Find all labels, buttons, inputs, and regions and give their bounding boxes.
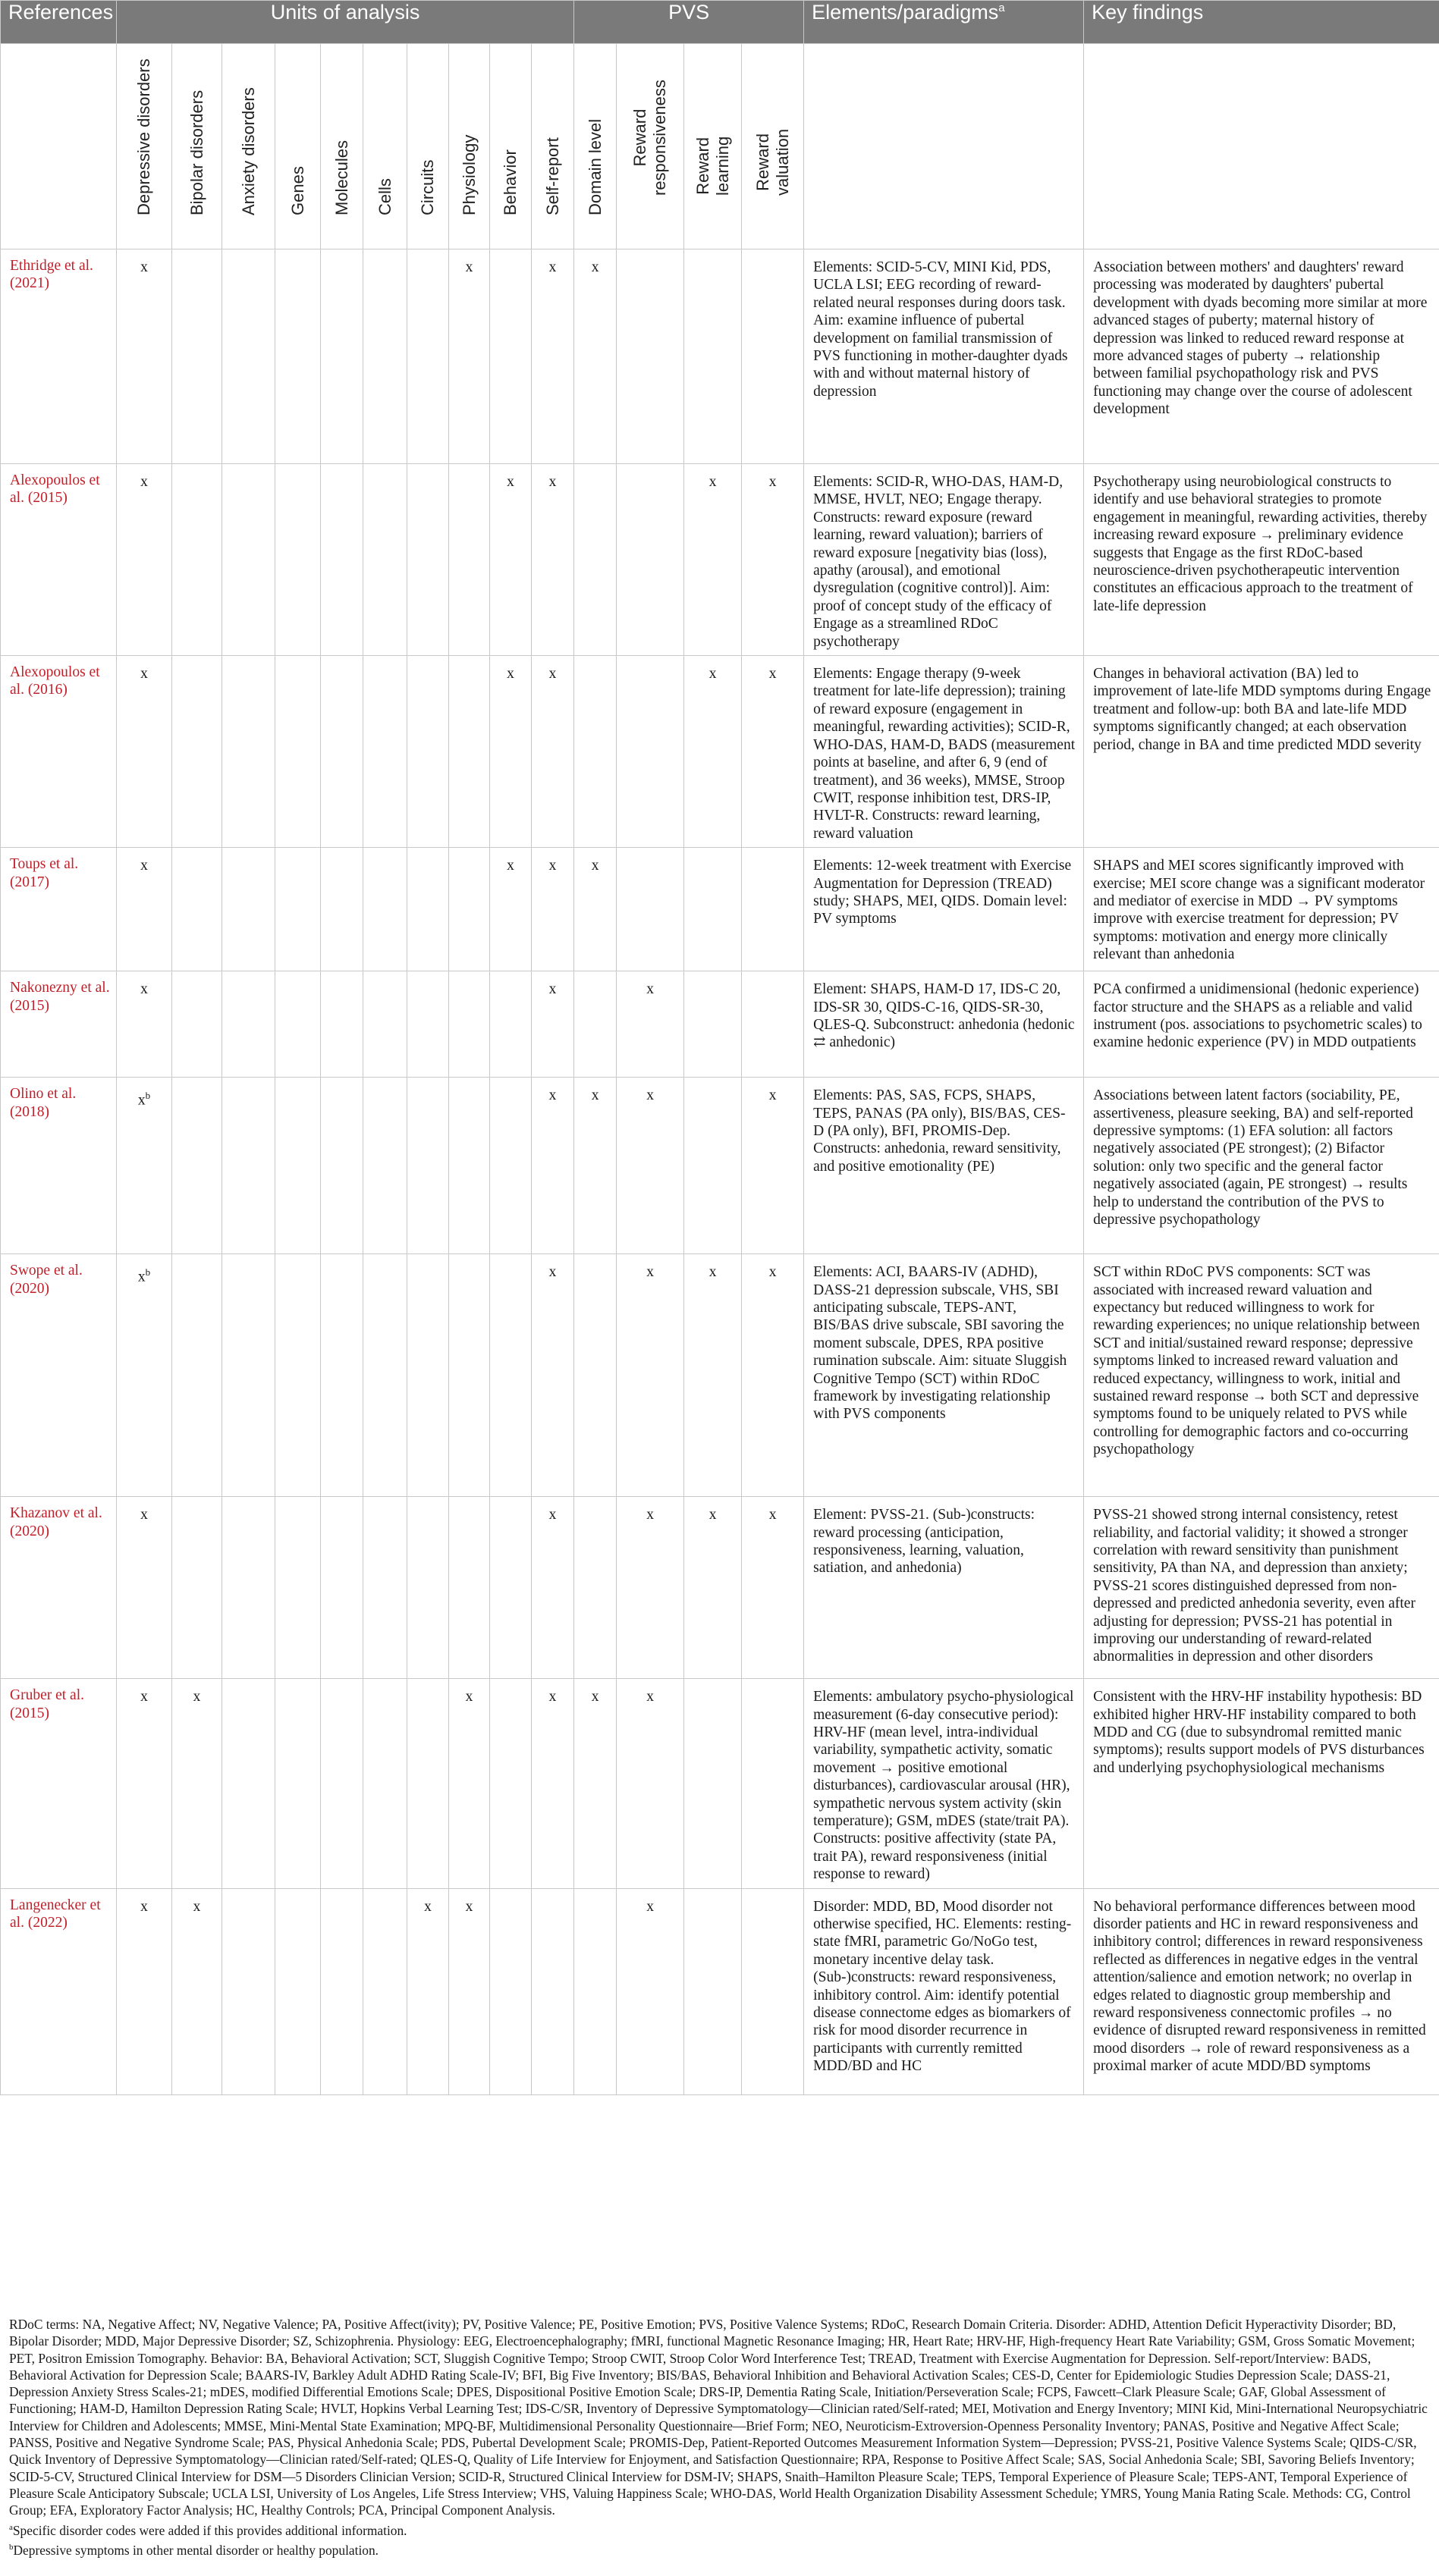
- mark-cell: [449, 1497, 490, 1679]
- column-header-line: Depressive disorders: [134, 58, 153, 215]
- mark-value: x: [140, 858, 148, 874]
- column-header: [172, 44, 222, 249]
- mark-cell: [172, 848, 222, 971]
- mark-cell: [363, 971, 407, 1078]
- mark-value: x: [548, 858, 557, 874]
- table-row: [1, 1254, 1439, 1497]
- mark-value: x: [591, 1689, 599, 1705]
- findings-cell: SHAPS and MEI scores significantly improved with exercise; MEI score change was a significant moderator and mediator of exercise in MDD → PV symptoms improve with exercise treatment for depression; PV symptoms: motivation and energy more clinically relevant than anhedonia: [1084, 848, 1439, 971]
- mark-cell: [363, 464, 407, 656]
- mark-cell: [449, 1254, 490, 1497]
- mark-value: x: [140, 1689, 148, 1705]
- column-header-label: [630, 80, 670, 196]
- column-header-label: [375, 178, 395, 215]
- mark-value: x: [193, 1689, 201, 1705]
- mark-cell: [117, 971, 172, 1078]
- mark-cell: [490, 249, 532, 464]
- mark-value: x: [768, 666, 777, 682]
- mark-cell: [321, 1254, 363, 1497]
- column-header: [684, 44, 742, 249]
- mark-value: x: [193, 1898, 201, 1915]
- column-header: [490, 44, 532, 249]
- table-row: [1, 1078, 1439, 1254]
- mark-cell: [742, 1254, 804, 1497]
- mark-cell: [407, 1679, 449, 1888]
- mark-cell: [172, 656, 222, 848]
- table-row: [1, 1679, 1439, 1888]
- mark-cell: [117, 464, 172, 656]
- elements-cell: Elements: ambulatory psycho-physiological measurement (6-day consecutive period): HRV-HF (mean level, intra-individual variability, sympathetic activity, somatic movement → positive emotional disturbances), cardiovascular arousal (HR), sympathetic nervous system activity (skin temperature); GSM, mDES (state/trait PA). Constructs: positive affectivity (state PA, trait PA), reward responsiveness (initial response to reward): [804, 1679, 1084, 1888]
- mark-cell: [363, 1679, 407, 1888]
- mark-cell: [117, 1888, 172, 2094]
- footnote-b: $^b$Depressive symptoms in other mental disorder or healthy population.: [9, 2542, 379, 2558]
- column-header-line: valuation: [772, 128, 792, 196]
- header-units: Units of analysis: [117, 1, 574, 44]
- mark-cell: [172, 1497, 222, 1679]
- mark-cell: [117, 1679, 172, 1888]
- reference-link[interactable]: Alexopoulos et al. (2015): [1, 464, 117, 656]
- findings-cell: SCT within RDoC PVS components: SCT was associated with increased reward valuation and expectancy but reduced willingness to work for rewarding experiences; no unique relationship between SCT and initial/sustained reward response; depressive symptoms linked to increased reward valuation and reduced expectancy, willingness to work, initial and sustained reward response → both SCT and depressive symptoms found to be uniquely related to PVS while controlling for demographic factors and co-occurring psychopathology: [1084, 1254, 1439, 1497]
- mark-cell: [532, 249, 574, 464]
- mark-cell: [742, 656, 804, 848]
- column-header-label: [134, 58, 154, 215]
- table-row: [1, 1497, 1439, 1679]
- mark-cell: [617, 1254, 684, 1497]
- mark-value: x: [591, 858, 599, 874]
- mark-cell: [574, 656, 617, 848]
- column-header-label: [501, 149, 520, 215]
- mark-cell: [684, 464, 742, 656]
- mark-cell: [275, 1679, 321, 1888]
- reference-link[interactable]: Ethridge et al. (2021): [1, 249, 117, 464]
- header-references: References: [1, 1, 117, 44]
- mark-cell: [574, 1888, 617, 2094]
- findings-cell: Association between mothers' and daughters' reward processing was moderated by daughters' pubertal development with dyads becoming more similar at more advanced stages of puberty; maternal history of depression was linked to reduced reward response at more advanced stages of puberty → relationship between familial psychopathology risk and PVS functioning may change over the course of adolescent development: [1084, 249, 1439, 464]
- mark-cell: [684, 848, 742, 971]
- mark-cell: [222, 249, 275, 464]
- mark-value: x: [768, 1264, 777, 1281]
- column-header-label: [418, 160, 438, 215]
- mark-cell: [684, 971, 742, 1078]
- mark-value: x: [507, 666, 514, 682]
- mark-value: x: [140, 1898, 148, 1915]
- mark-value: x: [140, 259, 148, 275]
- mark-cell: [684, 1497, 742, 1679]
- mark-cell: [117, 1254, 172, 1497]
- findings-subheader-blank: [1084, 44, 1439, 249]
- mark-cell: [490, 1679, 532, 1888]
- column-header-line: Reward: [752, 133, 772, 191]
- reference-link[interactable]: Alexopoulos et al. (2016): [1, 656, 117, 848]
- mark-cell: [172, 464, 222, 656]
- column-header-line: learning: [712, 136, 732, 196]
- mark-cell: [684, 656, 742, 848]
- mark-cell: [407, 1497, 449, 1679]
- mark-cell: [617, 1679, 684, 1888]
- column-header-line: Self-report: [542, 137, 562, 215]
- header-row: [1, 1, 1439, 44]
- mark-cell: [449, 656, 490, 848]
- mark-cell: [222, 464, 275, 656]
- mark-value: x: [140, 1507, 148, 1523]
- mark-cell: [684, 1888, 742, 2094]
- mark-cell: [275, 1497, 321, 1679]
- mark-value: x: [140, 666, 148, 682]
- findings-cell: PCA confirmed a unidimensional (hedonic experience) factor structure and the SHAPS as a reliable and valid instrument (pos. associations to psychometric scales) to examine hedonic experience (PV) in MDD outpatients: [1084, 971, 1439, 1078]
- mark-cell: [172, 1078, 222, 1254]
- findings-cell: No behavioral performance differences between mood disorder patients and HC in reward responsiveness and inhibitory control; differences in reward responsiveness reflected as differences in negative edges in the ventral attention/salience and emotion network; no overlap in edges related to diagnostic group membership and reward responsiveness connectomic profiles → no evidence of disrupted reward responsiveness in remitted mood disorders → role of reward responsiveness as a proximal marker of acute MDD/BD symptoms: [1084, 1888, 1439, 2094]
- column-header-line: responsiveness: [650, 80, 670, 196]
- mark-cell: [117, 249, 172, 464]
- mark-cell: [574, 971, 617, 1078]
- mark-cell: [321, 464, 363, 656]
- mark-cell: [407, 1254, 449, 1497]
- column-header: [275, 44, 321, 249]
- mark-cell: [490, 656, 532, 848]
- mark-cell: [617, 656, 684, 848]
- elements-cell: Disorder: MDD, BD, Mood disorder not otherwise specified, HC. Elements: resting-state fMRI, parametric Go/NoGo test, monetary incentive delay task. (Sub-)constructs: reward responsiveness, inhibitory control. Aim: identify potential disease connectome edges as biomarkers of risk for mood disorder recurrence in participants with currently remitted MDD/BD and HC: [804, 1888, 1084, 2094]
- mark-cell: [490, 1254, 532, 1497]
- column-header-line: Circuits: [418, 159, 437, 215]
- mark-cell: [222, 1497, 275, 1679]
- mark-cell: [222, 656, 275, 848]
- mark-value: x: [709, 666, 717, 682]
- mark-cell: [275, 848, 321, 971]
- mark-cell: [617, 249, 684, 464]
- mark-cell: [490, 848, 532, 971]
- mark-cell: [172, 1254, 222, 1497]
- mark-cell: [490, 1078, 532, 1254]
- mark-cell: [222, 971, 275, 1078]
- mark-cell: [172, 1888, 222, 2094]
- column-header-label: [753, 129, 793, 196]
- reference-link[interactable]: Toups et al. (2017): [1, 848, 117, 971]
- mark-value: x: [768, 1507, 777, 1523]
- elements-cell: Elements: 12-week treatment with Exercise Augmentation for Depression (TREAD) study; SHAPS, MEI, QIDS. Domain level: PV symptoms: [804, 848, 1084, 971]
- column-header-line: Reward: [693, 136, 712, 195]
- elements-cell: Elements: ACI, BAARS-IV (ADHD), DASS-21 depression subscale, VHS, SBI anticipating subscale, TEPS-ANT, BIS/BAS drive subscale, SBI savoring the moment subscale, DPES, RPA positive rumination subscale. Aim: situate Sluggish Cognitive Tempo (SCT) within RDoC framework by investigating relationship with PVS components: [804, 1254, 1084, 1497]
- mark-footnote-marker: b: [145, 1266, 151, 1279]
- mark-cell: [617, 464, 684, 656]
- mark-value: x: [137, 1092, 146, 1109]
- mark-value: x: [709, 1507, 717, 1523]
- column-header: [742, 44, 804, 249]
- column-header-line: Anxiety disorders: [238, 87, 258, 215]
- column-header: [321, 44, 363, 249]
- mark-cell: [532, 848, 574, 971]
- mark-value: x: [548, 981, 557, 998]
- mark-value: x: [137, 1269, 146, 1285]
- subheader-row: [1, 44, 1439, 249]
- mark-cell: [742, 1679, 804, 1888]
- mark-cell: [363, 249, 407, 464]
- mark-cell: [574, 1078, 617, 1254]
- column-header-label: [586, 119, 605, 215]
- table-row: [1, 1888, 1439, 2094]
- mark-cell: [742, 1888, 804, 2094]
- mark-value: x: [548, 1264, 557, 1281]
- mark-value: x: [591, 1087, 599, 1104]
- mark-cell: [532, 464, 574, 656]
- mark-cell: [684, 1254, 742, 1497]
- table-row: [1, 971, 1439, 1078]
- header-elements-footnote-marker: a: [998, 2, 1005, 14]
- mark-value: x: [424, 1898, 432, 1915]
- column-header-line: Reward: [630, 108, 650, 167]
- findings-cell: Changes in behavioral activation (BA) led to improvement of late-life MDD symptoms during Engage treatment and follow-up: both BA and late-life MDD symptoms significantly changed; at each observation period, change in BA and time predicted MDD severity: [1084, 656, 1439, 848]
- column-header: [449, 44, 490, 249]
- mark-cell: [321, 1497, 363, 1679]
- table-row: [1, 848, 1439, 971]
- mark-value: x: [646, 1507, 654, 1523]
- mark-value: x: [548, 1087, 557, 1104]
- column-header: [617, 44, 684, 249]
- mark-cell: [117, 1078, 172, 1254]
- findings-cell: Consistent with the HRV-HF instability hypothesis: BD exhibited higher HRV-HF instability compared to both MDD and CG (due to subsyndromal remitted manic symptoms); results support models of PVS disturbances and underlying psychophysiological mechanisms: [1084, 1679, 1439, 1888]
- mark-value: x: [548, 1689, 557, 1705]
- mark-footnote-marker: b: [145, 1090, 151, 1102]
- mark-cell: [574, 848, 617, 971]
- mark-value: x: [465, 1689, 473, 1705]
- reference-link[interactable]: Olino et al. (2018): [1, 1078, 117, 1254]
- mark-cell: [222, 1679, 275, 1888]
- elements-cell: Element: SHAPS, HAM-D 17, IDS-C 20, IDS-SR 30, QIDS-C-16, QIDS-SR-30, QLES-Q. Subconstruct: anhedonia (hedonic ⇄ anhedonic): [804, 971, 1084, 1078]
- mark-cell: [742, 848, 804, 971]
- elements-cell: Elements: Engage therapy (9-week treatment for late-life depression); training of reward exposure (engagement in meaningful, rewarding activities); SCID-R, WHO-DAS, HAM-D, BADS (measurement points at baseline, and after 6, 9 (end of treatment), and 36 weeks), MMSE, Stroop CWIT, response inhibition test, DRS-IP, HVLT-R. Constructs: reward learning, reward valuation: [804, 656, 1084, 848]
- mark-cell: [321, 1679, 363, 1888]
- mark-cell: [490, 1497, 532, 1679]
- elements-cell: Element: PVSS-21. (Sub-)constructs: reward processing (anticipation, responsiveness, learning, valuation, satiation, and anhedonia): [804, 1497, 1084, 1679]
- elements-cell: Elements: PAS, SAS, FCPS, SHAPS, TEPS, PANAS (PA only), BIS/BAS, CES-D (PA only), BFI, PROMIS-Dep. Constructs: anhedonia, reward sensitivity, and positive emotionality (PE): [804, 1078, 1084, 1254]
- mark-cell: [574, 1254, 617, 1497]
- mark-value: x: [140, 981, 148, 998]
- mark-cell: [363, 656, 407, 848]
- column-header: [407, 44, 449, 249]
- mark-cell: [684, 1679, 742, 1888]
- reference-link[interactable]: Gruber et al. (2015): [1, 1679, 117, 1888]
- mark-cell: [449, 971, 490, 1078]
- mark-value: x: [591, 259, 599, 275]
- reference-link[interactable]: Swope et al. (2020): [1, 1254, 117, 1497]
- mark-cell: [742, 1078, 804, 1254]
- mark-cell: [275, 1078, 321, 1254]
- column-header: [222, 44, 275, 249]
- mark-value: x: [548, 1507, 557, 1523]
- mark-cell: [490, 464, 532, 656]
- header-pvs: PVS: [574, 1, 804, 44]
- mark-cell: [275, 656, 321, 848]
- findings-cell: Associations between latent factors (sociability, PE, assertiveness, pleasure seeking, BA) and self-reported depressive symptoms: (1) EFA solution: all factors negatively associated (PE strongest); (2) Bifactor solution: only two specific and the general factor negatively associated (again, PE strongest) → results help to understand the contribution of the PVS to depressive psychopathology: [1084, 1078, 1439, 1254]
- mark-cell: [490, 1888, 532, 2094]
- mark-cell: [532, 1497, 574, 1679]
- table-row: [1, 464, 1439, 656]
- mark-cell: [117, 1497, 172, 1679]
- header-findings: Key findings: [1084, 1, 1439, 44]
- column-header: [574, 44, 617, 249]
- table-footnotes: [0, 2311, 1439, 2559]
- column-header-label: [543, 137, 563, 215]
- mark-value: x: [548, 259, 557, 275]
- mark-cell: [617, 1078, 684, 1254]
- mark-value: x: [646, 1689, 654, 1705]
- elements-subheader-blank: [804, 44, 1084, 249]
- column-header-line: Domain level: [585, 118, 605, 215]
- findings-cell: Psychotherapy using neurobiological constructs to identify and use behavioral strategies to promote engagement in meaningful, rewarding activities, thereby increasing reward exposure → preliminary evidence suggests that Engage as the first RDoC-based neuroscience-driven psychotherapeutic intervention constitutes an efficacious approach to the treatment of late-life depression: [1084, 464, 1439, 656]
- mark-cell: [449, 1888, 490, 2094]
- mark-value: x: [646, 1264, 654, 1281]
- mark-cell: [222, 1254, 275, 1497]
- mark-cell: [275, 971, 321, 1078]
- mark-cell: [172, 971, 222, 1078]
- mark-cell: [617, 1888, 684, 2094]
- column-header-label: [239, 87, 259, 215]
- mark-cell: [449, 848, 490, 971]
- mark-value: x: [507, 858, 514, 874]
- mark-cell: [275, 1254, 321, 1497]
- mark-value: x: [646, 981, 654, 998]
- mark-cell: [222, 1888, 275, 2094]
- findings-cell: PVSS-21 showed strong internal consistency, retest reliability, and factorial validity; it showed a stronger correlation with reward sensitivity than punishment sensitivity, PA than NA, and depression than anxiety; PVSS-21 scores distinguished depressed from non-depressed and predicted anhedonia severity, even after adjusting for depression; PVSS-21 has potential in improving our understanding of reward-related abnormalities in depression and other disorders: [1084, 1497, 1439, 1679]
- mark-cell: [449, 1078, 490, 1254]
- column-header-line: Molecules: [331, 140, 351, 215]
- elements-cell: Elements: SCID-R, WHO-DAS, HAM-D, MMSE, HVLT, NEO; Engage therapy. Constructs: reward exposure (reward learning, reward valuation); barriers of reward exposure [negativity bias (loss), apathy (arousal), and emotional dysregulation (cognitive control)]. Aim: proof of concept study of the efficacy of Engage as a streamlined RDoC psychotherapy: [804, 464, 1084, 656]
- footnote-a: $^a$Specific disorder codes were added if this provides additional information.: [9, 2522, 407, 2538]
- mark-value: x: [768, 1087, 777, 1104]
- mark-cell: [449, 1679, 490, 1888]
- column-header-label: [332, 140, 352, 215]
- mark-cell: [574, 464, 617, 656]
- mark-cell: [363, 848, 407, 971]
- mark-cell: [449, 464, 490, 656]
- mark-cell: [449, 249, 490, 464]
- mark-value: x: [646, 1898, 654, 1915]
- mark-cell: [532, 656, 574, 848]
- mark-value: x: [646, 1087, 654, 1104]
- mark-cell: [321, 848, 363, 971]
- table-row: [1, 656, 1439, 848]
- mark-cell: [321, 656, 363, 848]
- column-header: [363, 44, 407, 249]
- mark-cell: [742, 1497, 804, 1679]
- mark-cell: [321, 971, 363, 1078]
- column-header-label: [187, 90, 207, 215]
- mark-cell: [574, 249, 617, 464]
- mark-cell: [363, 1254, 407, 1497]
- mark-cell: [222, 1078, 275, 1254]
- mark-value: x: [465, 259, 473, 275]
- mark-cell: [407, 971, 449, 1078]
- mark-cell: [407, 464, 449, 656]
- column-header-line: Cells: [375, 178, 394, 215]
- reference-link[interactable]: Khazanov et al. (2020): [1, 1497, 117, 1679]
- mark-value: x: [768, 474, 777, 490]
- reference-link[interactable]: Nakonezny et al. (2015): [1, 971, 117, 1078]
- mark-cell: [407, 249, 449, 464]
- abbreviations-note: RDoC terms: NA, Negative Affect; NV, Negative Valence; PA, Positive Affect(ivity); PV, Positive Valence; PE, Positive Emotion; PVS, Positive Valence Systems; RDoC, Research Domain Criteria. Disorder: ADHD, Attention Deficit Hyperactivity Disorder; BD, Bipolar Disorder; MDD, Major Depressive Disorder; SZ, Schizophrenia. Physiology: EEG, Electroencephalography; fMRI, functional Magnetic Resonance Imaging; HR, Heart Rate; HRV-HF, High-frequency Heart Rate Variability; GSM, Gross Somatic Movement; PET, Positron Emission Tomography. Behavior: BA, Behavioral Activation; SCT, Sluggish Cognitive Tempo; Stroop CWIT, Stroop Color Word Interference Test; TREAD, Treatment with Exercise Augmentation for Depression. Self-report/Interview: BADS, Behavioral Activation for Depression Scale; BAARS-IV, Barkley Adult ADHD Rating Scale-IV; BFI, Big Five Inventory; BIS/BAS, Behavioral Inhibition and Behavioral Activation Scales; CES-D, Center for Epidemiologic Studies Depression Scale; DASS-21, Depression Anxiety Stress Scales-21; mDES, modified Differential Emotions Scale; DPES, Dispositional Positive Emotion Scale; DRS-IP, Dementia Rating Scale, Initiation/Perseveration Scale; FCPS, Fawcett–Clark Pleasure Scale; GAF, Global Assessment of Functioning; HAM-D, Hamilton Depression Rating Scale; HVLT, Hopkins Verbal Learning Test; IDS-C/SR, Inventory of Depressive Symptomatology—Clinician rated/Self-rated; MEI, Motivation and Energy Inventory; MINI Kid, Mini-International Neuropsychiatric Interview for Children and Adolescents; MMSE, Mini-Mental State Examination; MPQ-BF, Multidimensional Personality Questionnaire—Brief Form; NEO, Neuroticism-Extroversion-Openness Personality Inventory; PANAS, Positive and Negative Affect Scale; PANSS, Positive and Negative Syndrome Scale; PAS, Physical Anhedonia Scale; PDS, Pubertal Development Scale; PROMIS-Dep, Patient-Reported Outcomes Measurement Information System—Depression; PVSS-21, Positive Valence Systems Scale; QIDS-C/SR, Quick Inventory of Depressive Symptomatology—Clinician rated/Self-rated; QLES-Q, Quality of Life Interview for Enjoyment, and Satisfaction Questionnaire; RPA, Response to Positive Affect Scale; SAS, Social Anhedonia Scale; SBI, Savoring Beliefs Inventory; SCID-5-CV, Structured Clinical Interview for DSM—5 Disorders Clinician Version; SCID-R, Structured Clinical Interview for DSM-IV; SHAPS, Snaith–Hamilton Pleasure Scale; TEPS, Temporal Experience of Pleasure Scale; TEPS-ANT, Temporal Experience of Pleasure Scale Anticipatory Subscale; UCLA LSI, University of Los Angeles, Life Stress Interview; VHS, Valuing Happiness Scale; WHO-DAS, World Health Organization Disability Assessment Schedule; YMRS, Young Mania Rating Scale. Methods: CG, Control Group; EFA, Exploratory Factor Analysis; HC, Healthy Controls; PCA, Principal Component Analysis.: [9, 2317, 1428, 2518]
- column-header: [532, 44, 574, 249]
- mark-cell: [275, 249, 321, 464]
- mark-cell: [684, 1078, 742, 1254]
- mark-cell: [172, 1679, 222, 1888]
- column-header-line: Bipolar disorders: [187, 89, 206, 215]
- mark-cell: [321, 1888, 363, 2094]
- mark-cell: [363, 1078, 407, 1254]
- column-header-line: Genes: [287, 166, 307, 215]
- mark-cell: [617, 971, 684, 1078]
- mark-cell: [172, 249, 222, 464]
- mark-cell: [407, 1888, 449, 2094]
- mark-cell: [617, 848, 684, 971]
- table-row: [1, 249, 1439, 464]
- mark-cell: [574, 1679, 617, 1888]
- mark-value: x: [548, 666, 557, 682]
- mark-value: x: [465, 1898, 473, 1915]
- mark-cell: [742, 249, 804, 464]
- column-header: [117, 44, 172, 249]
- mark-cell: [532, 1888, 574, 2094]
- mark-cell: [742, 464, 804, 656]
- mark-cell: [275, 1888, 321, 2094]
- column-header-label: [693, 136, 733, 196]
- mark-cell: [742, 971, 804, 1078]
- mark-cell: [617, 1497, 684, 1679]
- column-header-line: Physiology: [459, 134, 479, 215]
- mark-cell: [407, 1078, 449, 1254]
- mark-cell: [275, 464, 321, 656]
- header-elements: Elements/paradigms$^a$: [804, 1, 1084, 44]
- mark-cell: [532, 1078, 574, 1254]
- elements-cell: Elements: SCID-5-CV, MINI Kid, PDS, UCLA LSI; EEG recording of reward-related neural responses during doors task. Aim: examine influence of pubertal development on familial transmission of PVS functioning in mother-daughter dyads with and without maternal history of depression: [804, 249, 1084, 464]
- mark-cell: [321, 249, 363, 464]
- mark-value: x: [548, 474, 557, 490]
- mark-cell: [407, 848, 449, 971]
- mark-value: x: [709, 1264, 717, 1281]
- column-header-label: [288, 166, 308, 215]
- mark-value: x: [709, 474, 717, 490]
- mark-cell: [684, 249, 742, 464]
- column-header-label: [460, 135, 479, 215]
- mark-cell: [574, 1497, 617, 1679]
- mark-cell: [321, 1078, 363, 1254]
- mark-cell: [532, 1679, 574, 1888]
- mark-cell: [532, 971, 574, 1078]
- column-header-line: Behavior: [501, 149, 520, 215]
- mark-value: x: [507, 474, 514, 490]
- mark-cell: [117, 656, 172, 848]
- mark-cell: [363, 1497, 407, 1679]
- mark-cell: [532, 1254, 574, 1497]
- mark-cell: [490, 971, 532, 1078]
- mark-cell: [117, 848, 172, 971]
- mark-cell: [222, 848, 275, 971]
- mark-value: x: [140, 474, 148, 490]
- reference-link[interactable]: Langenecker et al. (2022): [1, 1888, 117, 2094]
- mark-cell: [363, 1888, 407, 2094]
- mark-cell: [407, 656, 449, 848]
- subheader-blank: [1, 44, 117, 249]
